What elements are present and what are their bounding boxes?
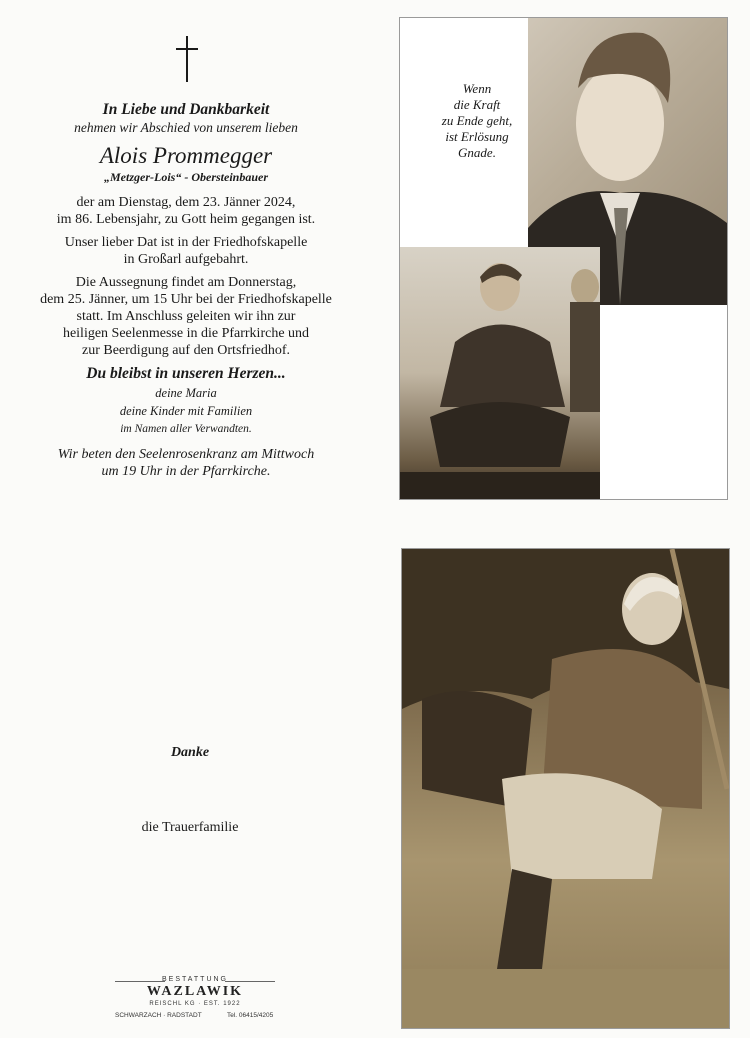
quote-line-2: die Kraft bbox=[453, 97, 501, 112]
family-line-2: deine Kinder mit Familien bbox=[119, 404, 253, 418]
service-line-5: zur Beerdigung auf den Ortsfriedhof. bbox=[82, 343, 290, 358]
motto: Du bleibst in unseren Herzen... bbox=[86, 365, 286, 382]
thanks-family: die Trauerfamilie bbox=[141, 820, 239, 835]
death-line-1: der am Dienstag, dem 23. Jänner 2024, bbox=[76, 195, 296, 210]
meadow-photo bbox=[401, 548, 730, 1029]
photo-collage-frame bbox=[399, 17, 728, 500]
obituary-text bbox=[20, 100, 352, 480]
service-line-3: statt. Im Anschluss geleiten wir ihn zur bbox=[76, 309, 296, 324]
family-line-1: deine Maria bbox=[155, 386, 217, 400]
logo-sub: REISCHL KG · EST. 1922 bbox=[149, 1001, 241, 1007]
deceased-name: Alois Prommegger bbox=[99, 143, 273, 168]
quote-line-3: zu Ende geht, bbox=[441, 113, 513, 128]
quote-block bbox=[422, 81, 532, 161]
service-line-1: Die Aussegnung findet am Donnerstag, bbox=[75, 275, 297, 290]
heading-intro: nehmen wir Abschied von unserem lieben bbox=[74, 120, 298, 135]
family-line-3: im Namen aller Verwandten. bbox=[120, 423, 252, 435]
cross-icon bbox=[176, 36, 198, 82]
quote-line-5: Gnade. bbox=[458, 145, 496, 160]
meadow-figure bbox=[402, 549, 729, 1028]
lying-line-1: Unser lieber Dat ist in der Friedhofskapelle bbox=[64, 235, 308, 250]
service-line-2: dem 25. Jänner, um 15 Uhr bei der Friedhofskapelle bbox=[40, 292, 332, 307]
thanks-label: Danke bbox=[170, 745, 210, 760]
logo-name: WAZLAWIK bbox=[146, 984, 244, 999]
deceased-nickname: „Metzger-Lois“ - Obersteinbauer bbox=[104, 170, 268, 184]
death-line-2: im 86. Lebensjahr, zu Gott heim gegangen ist. bbox=[56, 212, 316, 227]
rosary-line-1: Wir beten den Seelenrosenkranz am Mittwoch bbox=[57, 447, 315, 462]
outdoor-photo bbox=[400, 247, 600, 499]
funeral-home-logo bbox=[115, 975, 275, 1025]
seated-man-figure bbox=[400, 247, 600, 499]
lying-line-2: in Großarl aufgebahrt. bbox=[123, 252, 249, 267]
logo-phone: Tel. 06415/4205 bbox=[227, 1012, 274, 1019]
quote-line-4: ist Erlösung bbox=[445, 129, 509, 144]
rosary-line-2: um 19 Uhr in der Pfarrkirche. bbox=[101, 464, 271, 479]
logo-locations: SCHWARZACH · RADSTADT bbox=[115, 1012, 202, 1019]
logo-top-text: BESTATTUNG bbox=[161, 976, 229, 983]
quote-line-1: Wenn bbox=[462, 81, 492, 96]
service-line-4: heiligen Seelenmesse in die Pfarrkirche und bbox=[62, 326, 310, 341]
heading-title: In Liebe und Dankbarkeit bbox=[102, 101, 270, 118]
